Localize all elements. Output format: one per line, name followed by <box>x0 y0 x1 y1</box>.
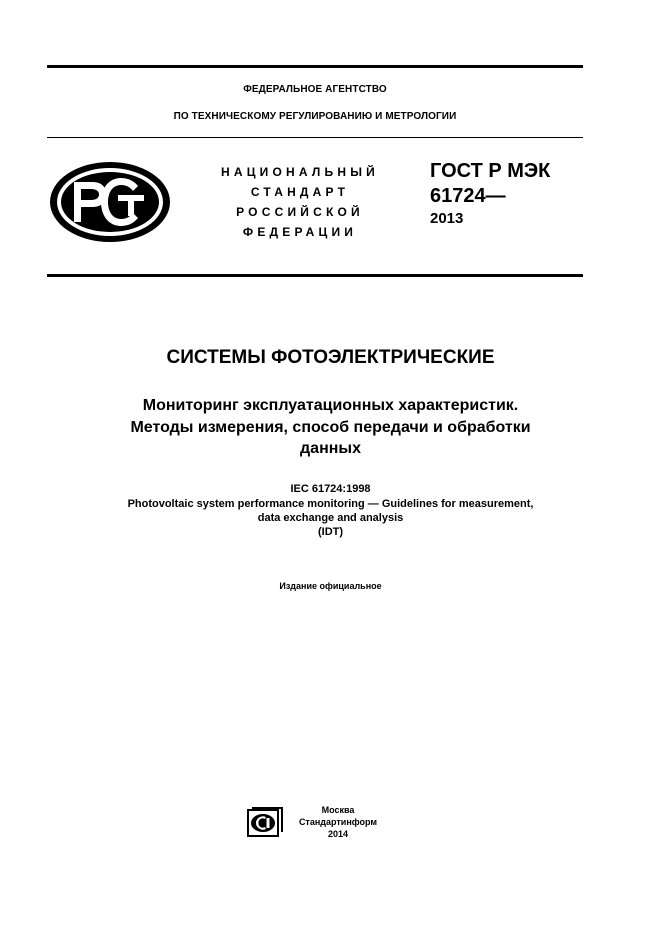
iec-title-line-2: data exchange and analysis <box>257 512 404 524</box>
subtitle-line-2: Методы измерения, способ передачи и обработки <box>130 419 531 436</box>
national-standard-line-3: РОССИЙСКОЙ <box>236 205 364 219</box>
standard-year: 2013 <box>430 210 464 227</box>
publication-year: 2014 <box>327 829 349 839</box>
iec-degree: (IDT) <box>317 526 344 538</box>
top-rule <box>47 65 583 68</box>
subtitle-line-1: Мониторинг эксплуатационных характеристик. <box>142 397 519 414</box>
standard-code: ГОСТ Р МЭК <box>430 160 551 182</box>
national-standard-line-4: ФЕДЕРАЦИИ <box>242 225 358 239</box>
iec-title-line-1: Photovoltaic system performance monitoring — Guidelines for measurement, <box>127 498 534 510</box>
gost-r-logo-icon <box>48 160 172 244</box>
national-standard-line-2: СТАНДАРТ <box>250 185 350 199</box>
agency-name-line-1: ФЕДЕРАЛЬНОЕ АГЕНТСТВО <box>243 84 387 95</box>
subtitle-line-3: данных <box>300 440 361 457</box>
agency-name-line-2: ПО ТЕХНИЧЕСКОМУ РЕГУЛИРОВАНИЮ И МЕТРОЛОГИИ <box>173 111 457 122</box>
standard-number: 61724— <box>430 185 506 207</box>
edition-label: Издание официальное <box>279 581 382 591</box>
page-title: СИСТЕМЫ ФОТОЭЛЕКТРИЧЕСКИЕ <box>166 347 495 368</box>
national-standard-line-1: НАЦИОНАЛЬНЫЙ <box>220 165 380 179</box>
publisher-city: Москва <box>321 805 355 815</box>
bottom-rule <box>47 274 583 277</box>
iec-reference: IEC 61724:1998 <box>290 483 371 495</box>
publisher-name: Стандартинформ <box>298 817 378 827</box>
header-divider <box>47 137 583 138</box>
standartinform-logo-icon <box>246 806 284 838</box>
